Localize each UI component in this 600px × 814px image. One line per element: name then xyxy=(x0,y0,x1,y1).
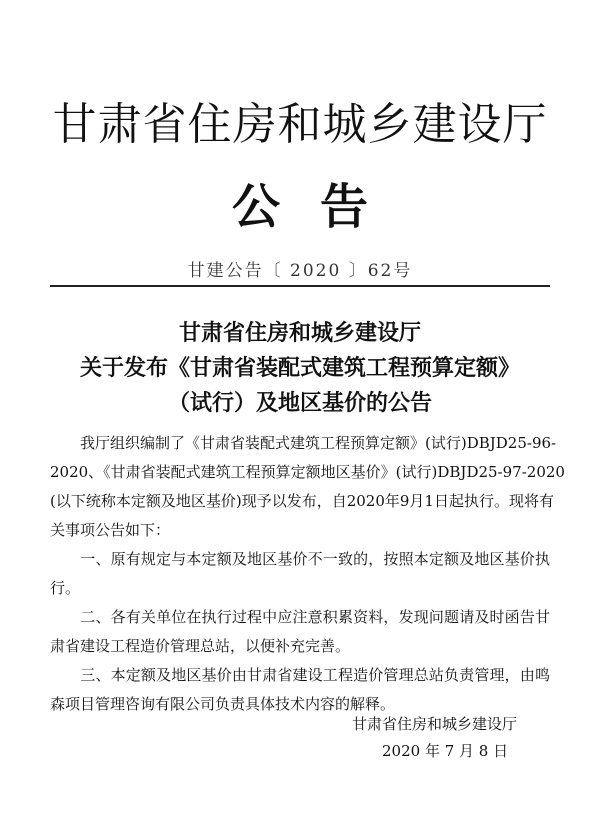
body-line: 二、各有关单位在执行过程中应注意积累资料，发现问题请及时函告甘 xyxy=(50,608,550,626)
document-number: 甘建公告〔 2020 〕62号 xyxy=(187,261,413,281)
document-type-heading: 公告 xyxy=(231,179,408,235)
body-line: 关事项公告如下： xyxy=(50,521,171,539)
body-line: 一、原有规定与本定额及地区基价不一致的，按照本定额及地区基价执 xyxy=(50,550,550,568)
body-line: 森项目管理咨询有限公司负责具体技术内容的解释。 xyxy=(50,695,396,713)
header-divider xyxy=(50,285,550,287)
title-line-2: 关于发布《甘肃省装配式建筑工程预算定额》 xyxy=(79,355,520,381)
body-line: 行。 xyxy=(50,579,81,597)
signature-date: 2020 年 7 月 8 日 xyxy=(382,742,509,760)
title-line-1: 甘肃省住房和城乡建设厅 xyxy=(178,320,421,346)
body-line: 2020、《甘肃省装配式建筑工程预算定额地区基价》(试行)DBJD25-97-2020 xyxy=(50,463,565,481)
body-line: (以下统称本定额及地区基价)现予以发布，自2020年9月1日起执行。现将有 xyxy=(50,492,554,510)
signature-organization: 甘肃省住房和城乡建设厅 xyxy=(352,715,518,733)
body-line: 三、本定额及地区基价由甘肃省建设工程造价管理总站负责管理，由鸣 xyxy=(50,666,550,684)
body-line: 肃省建设工程造价管理总站，以便补充完善。 xyxy=(50,637,351,655)
body-line: 我厅组织编制了《甘肃省装配式建筑工程预算定额》(试行)DBJD25-96- xyxy=(50,434,557,452)
title-line-3: （试行）及地区基价的公告 xyxy=(167,390,432,416)
issuing-organization-header: 甘肃省住房和城乡建设厅 xyxy=(52,99,548,150)
